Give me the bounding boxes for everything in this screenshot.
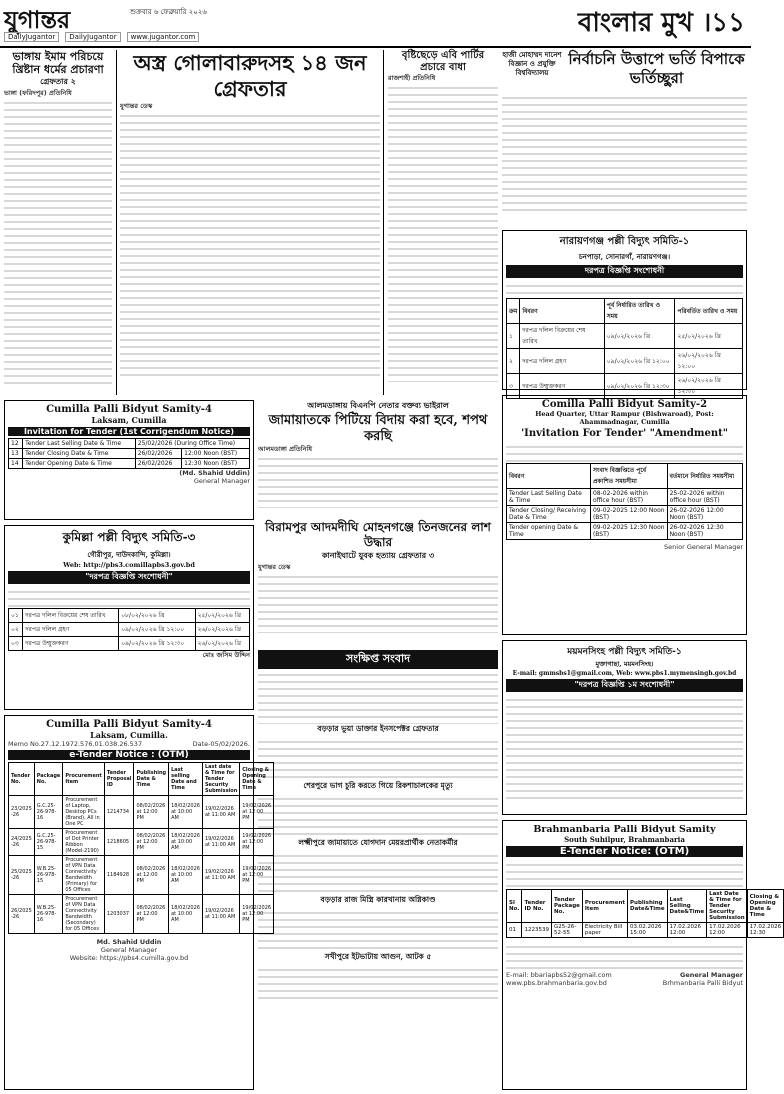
story-headline: অস্ত্র গোলাবারুদসহ ১৪ জন গ্রেফতার <box>133 50 367 101</box>
ad-footer-text <box>506 941 743 971</box>
section-title: বাংলার মুখ ।১১ <box>577 8 745 38</box>
short-item-3: লক্ষ্মীপুরে জামায়াতে যোগদান মেয়রপ্রার্থীক নেতাকর্মীর <box>298 838 458 847</box>
ad-title: ময়মনসিংহ পল্লী বিদ্যুৎ সমিতি-১ <box>567 647 682 657</box>
story-subhead: কানাইঘাটে যুবক হত্যায় গ্রেফতার ৩ <box>321 550 435 560</box>
story-headline: ভাঙ্গায় ইমাম পরিচয়ে খ্রিষ্টান ধর্মের প্রচারণা <box>12 50 104 76</box>
ad-intro <box>506 280 743 298</box>
ad-signature: Senior General Manager <box>664 543 743 551</box>
story-author: রাজশাহী প্রতিনিধি <box>388 74 436 82</box>
ad-table: 12 Tender Last Selling Date & Time 25/02/2026 (During Office Time) 13 Tender Closing Date & Time 26/02/2026 12:00 Noon (BST) 14 Tender Opening Date & Time 26/02/2026 12:30 Noon (BST) <box>8 438 250 469</box>
ad-date: Date-05/02/2026. <box>192 740 250 748</box>
story-headline: নির্বাচনি উত্তাপে ভর্তি বিপাকে ভর্তিচ্ছুরা <box>568 50 745 87</box>
story-body <box>4 97 112 387</box>
ad-table: বিবরণ সংবাদ বিজ্ঞপ্তিতে পূর্বে প্রকাশিত সময়সীমা বর্তমানে নির্ধারিত সময়সীমা Tender Last Selling Date & Time 08-02-2026 within office hour (BST) 25-02-2026 within office hour (BST) Tender Closing/ Receiving Date & Time 09-02-2025 12:00 Noon (BST) 26-02-2026 12:00 Noon (BST) Tender opening Date & Time 09-02-2025 12:30 Noon (BST) 26-02-2026 12:30 Noon (BST) <box>506 463 743 540</box>
story-author: যুগান্তর ডেস্ক <box>120 102 153 110</box>
ad-intro <box>506 859 743 889</box>
website-link[interactable]: www.jugantor.com <box>127 32 200 42</box>
ad-address: গৌরীপুর, দাউদকান্দি, কুমিল্লা। <box>87 550 171 559</box>
ad-website[interactable]: Web: http://pbs3.comillapbs3.gov.bd <box>63 561 195 569</box>
story-kicker: আলমডাঙ্গায় বিএনপি নেতার বক্তব্য ভাইরাল <box>307 400 449 410</box>
story-hstu <box>502 50 747 225</box>
ad-address: Head Quarter, Uttar Rampur (Bishwaroad), Post: Ahammadnagar, Cumilla <box>535 410 714 426</box>
ad-signature-role: Brhmanbaria Palli Bidyut <box>662 979 743 987</box>
ad-intro <box>506 441 743 463</box>
story-headline: বৃষ্টিছেড়ে এবি পার্টির প্রচারে বাধা <box>401 50 485 73</box>
ad-email[interactable]: E-mail: gmmsbs1@gmail.com, Web: www.pbs1.mymensingh.gov.bd <box>512 670 737 677</box>
ad-address: South Suhilpur, Brahmanbaria <box>564 835 685 844</box>
story-arms <box>116 50 384 395</box>
ad-intro <box>8 586 250 608</box>
ad-address: চনপাড়া, সোনারগাঁ, নারায়ণগঞ্জ। <box>578 252 671 261</box>
facebook-link[interactable]: DailyJugantor <box>4 32 59 42</box>
ad-notice-bar: Invitation for Tender (1st Corrigendum Notice) <box>8 427 250 436</box>
youtube-link[interactable]: DailyJugantor <box>65 32 120 42</box>
ad-signature: (Md. Shahid Uddin) <box>179 469 250 477</box>
story-body <box>258 453 498 508</box>
ad-memo: Memo No.27.12.1972.576.01.038.26.537 <box>8 740 143 748</box>
ad-cumilla4-corrigendum <box>4 400 254 520</box>
ad-comilla2 <box>502 395 747 635</box>
short-item-1: বড়ড়ার ভুয়া ডাক্তার ইনসপেক্টর গ্রেফতার <box>317 724 439 733</box>
ad-table: Tender No. Package No. Procurement Item Tender Proposal ID Publishing Date & Time Last selling Date and Time Last date & Time for Tender Security Submission Closing & Opening Date & Time 23/2025 -26 G.C.25-26-978-16 Procurement of Laptop, Desktop PCs (Brand), All in One PC 1214734 08/02/2026 at 12:00 PM 18/02/2026 at 10:00 AM 19/02/2026 at 11:00 AM 19/02/2026 at 12:00 PM 24/2025 -26 G.C.25-26-978-15 Procurement of Dot Printer Ribbon (Model-2190) 1218605 08/02/2026 at 12:00 PM 18/02/2026 at 10:00 AM 19/02/2026 at 11:00 AM 19/02/2026 at 12:00 PM 25/2025 -26 W.B.25-26-978-15 Procurement of VPN Data Connectivity Bandwidth (Primary) for 05 Offices 1184928 08/02/2026 at 12:00 PM 18/02/2026 at 10:00 AM 19/02/2026 at 11:00 AM 19/02/2026 at 12:00 PM 26/2025 -26 W.B.25-26-978-16 Procurement of VPN Data Connectivity Bandwidth (Secondary) for 05 Offices 1203037 08/02/2026 at 12:00 PM 18/02/2026 at 10:00 AM 19/02/2026 at 11:00 AM 19/02/2026 at 12:00 PM <box>8 762 274 934</box>
social-links <box>4 32 199 42</box>
ad-notice-bar: E-Tender Notice: (OTM) <box>506 846 743 857</box>
ad-website[interactable]: www.pbs.brahmanbaria.gov.bd <box>506 979 607 987</box>
ad-address: Laksam, Cumilla <box>91 415 167 425</box>
story-body <box>388 82 498 382</box>
story-subhead: গ্রেফতার ২ <box>40 76 76 86</box>
story-bhanga <box>4 50 112 395</box>
story-headline: জামায়াতকে পিটিয়ে বিদায় করা হবে, শপথ করছি <box>268 413 488 444</box>
short-item-5: সখীপুরে ইটভাটায় আগুন, আটক ৫ <box>324 952 432 961</box>
ad-email[interactable]: E-mail: bbariapbs52@gmail.com <box>506 971 612 979</box>
ad-mymensingh <box>502 640 747 815</box>
ad-title: Brahmanbaria Palli Bidyut Samity <box>533 824 716 835</box>
ad-narayanganj <box>502 230 747 395</box>
story-body <box>120 110 380 380</box>
story-author: যুগান্তর ডেস্ক <box>258 563 291 571</box>
ad-signature: মোঃ জসিম উদ্দিন <box>202 651 250 659</box>
ad-title: Comilla Palli Bidyut Samity-2 <box>541 399 708 410</box>
ad-brahmanbaria <box>502 820 782 1090</box>
story-body <box>258 571 498 633</box>
short-item-2: শেরপুরে ভাগ চুরি করতে গিয়ে রিকশাচালকের মৃত্যু <box>303 781 453 790</box>
ad-signature: Md. Shahid Uddin <box>96 938 162 946</box>
issue-date: শুক্রবার ৬ ফেব্রুয়ারি ২০২৬ <box>130 8 207 16</box>
ad-title: কুমিল্লা পল্লী বিদ্যুৎ সমিতি-৩ <box>62 530 196 544</box>
ad-signature-role: General Manager <box>100 946 158 954</box>
short-news-title: সংক্ষিপ্ত সংবাদ <box>258 650 498 669</box>
ad-table: ক্রম বিবরণ পূর্ব নির্ধারিত তারিখ ও সময় পরিবর্তিত তারিখ ও সময় ১ দরপত্র দলিল বিক্রয়ের শেষ তারিখ ০৯/০২/২০২৬ খ্রি ২৫/০২/২০২৬ খ্রি ২ দরপত্র দলিল গ্রহণ ০৯/০২/২০২৬ খ্রি ১২:০০ ২৬/০২/২০২৬ খ্রি ১২:০০ ৩ দরপত্র উন্মুক্তকরণ ০৯/০২/২০২৬ খ্রি ১২:৩০ ২৬/০২/২০২৬ খ্রি ১২:৩০ <box>506 298 743 399</box>
story-kicker: হাজী মোহাম্মদ দানেশ বিজ্ঞান ও প্রযুক্তি বিশ্ববিদ্যালয় <box>502 50 562 77</box>
short-news <box>258 650 498 1090</box>
story-alamdanga <box>258 400 498 515</box>
ad-notice-bar: "দরপত্র বিজ্ঞপ্তি ১ম সংশোধনী" <box>506 679 743 692</box>
story-body <box>502 92 747 212</box>
ad-table: Sl No. Tender ID No. Tender Package No. Procurement Item Publishing Date&Time Last Selling Date&Time Last Date & Time for Tender Security Submission Closing & Opening Date & Time 01 1223539 G25-26-52-55 Electricity Bill paper 03.02.2026 15:00 17.02.2026 12:00 17.02.2026 12:00 17.02.2026 12:30 <box>506 889 784 938</box>
masthead <box>0 0 751 48</box>
ad-website[interactable]: Website: https://pbs4.cumilla.gov.bd <box>69 954 189 962</box>
ad-signature-role: General Manager <box>193 477 250 485</box>
ad-notice-bar: দরপত্র বিজ্ঞপ্তি সংশোধনী <box>506 265 743 278</box>
ad-cumilla4-etender <box>4 715 272 1090</box>
story-author: আলমডাঙ্গা প্রতিনিধি <box>258 445 312 453</box>
story-biralpur <box>258 520 498 645</box>
ad-notice-bar: e-Tender Notice : (OTM) <box>8 750 250 760</box>
ad-kumilla3 <box>4 525 254 710</box>
ad-notice-bar: "দরপত্র বিজ্ঞপ্তি সংশোধনী" <box>8 571 250 584</box>
ad-title: নারায়ণগঞ্জ পল্লী বিদ্যুৎ সমিতি-১ <box>559 236 690 247</box>
ad-body <box>506 694 743 804</box>
ad-notice-bar: 'Invitation For Tender' "Amendment" <box>521 428 728 439</box>
story-author: ভাঙ্গা (ফরিদপুর) প্রতিনিধি <box>4 89 72 97</box>
ad-address: মুক্তাগাছা, ময়মনসিংহ। <box>595 660 654 668</box>
ad-table: ০১ দরপত্র দলিল বিক্রয়ের শেষ তারিখ ০৮/০২/২০২৬ খ্রি ২৫/০২/২০২৬ খ্রি ০২ দরপত্র দলিল গ্রহণ ০৯/০২/২০২৬ খ্রি ১২:০০ ২৬/০২/২০২৬ খ্রি ০৩ দরপত্র উন্মুক্তকরণ ০৯/০২/২০২৬ খ্রি ১২:৩০ ২৬/০২/২০২৬ খ্রি <box>8 608 250 651</box>
newspaper-logo: যুগান্তর <box>4 5 71 34</box>
ad-title: Cumilla Palli Bidyut Samity-4 <box>46 719 212 730</box>
story-abparty <box>388 50 498 395</box>
short-item-4: বড়ড়ার রাজ মিস্ত্রি কারখানায় অগ্নিকাণ্ড <box>320 895 436 904</box>
ad-address: Laksam, Cumilla. <box>90 730 168 740</box>
ad-title: Cumilla Palli Bidyut Samity-4 <box>46 404 212 415</box>
story-headline: বিরামপুর আদমদীঘি মোহনগঞ্জে তিনজনের লাশ উদ্ধার <box>265 520 491 549</box>
ad-signature: General Manager <box>680 971 743 979</box>
